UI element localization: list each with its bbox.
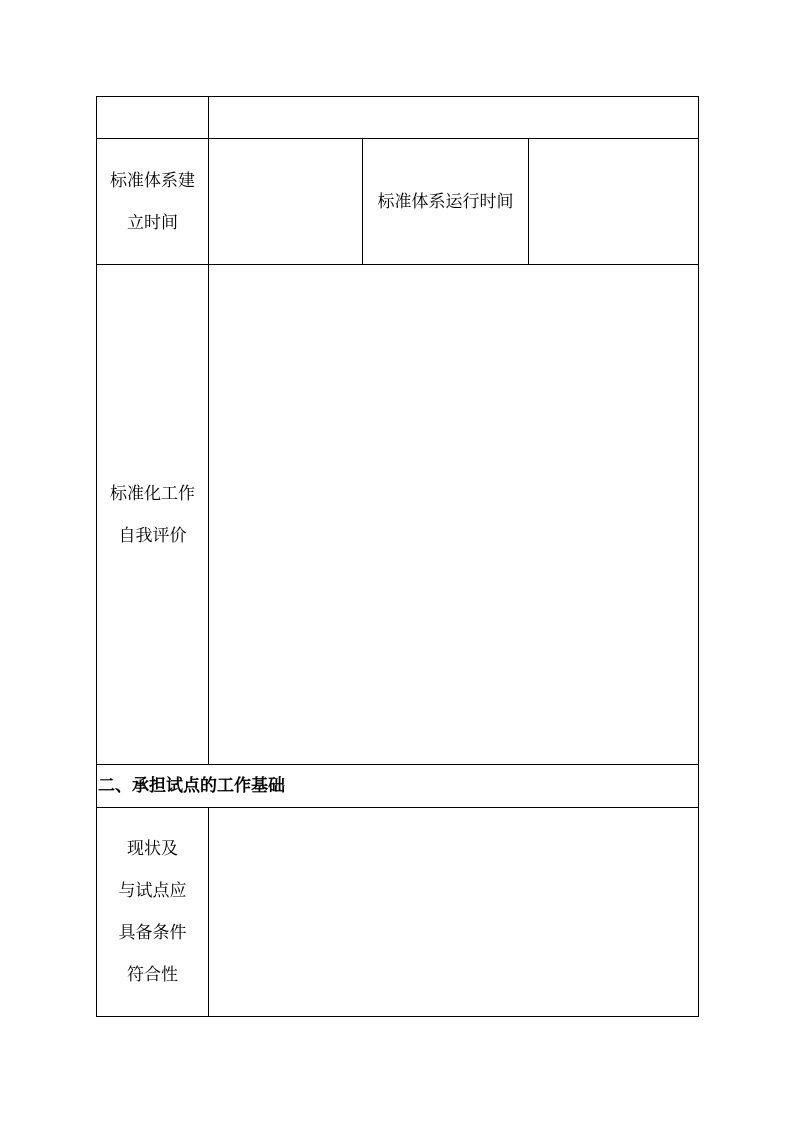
standard-system-run-time-value[interactable] — [529, 139, 699, 265]
standard-system-established-value[interactable] — [209, 139, 363, 265]
label-line: 标准体系运行时间 — [377, 191, 514, 212]
conformity-value[interactable] — [209, 808, 699, 1017]
label-line: 立时间 — [127, 212, 178, 233]
self-evaluation-value[interactable] — [209, 265, 699, 765]
label-line: 符合性 — [127, 965, 178, 985]
section-two-heading: 二、承担试点的工作基础 — [97, 765, 699, 808]
application-form-table — [96, 96, 699, 1017]
top-label-cell — [97, 97, 209, 139]
label-line: 自我评价 — [118, 525, 187, 546]
standard-system-run-time-label — [363, 139, 529, 265]
top-value-cell[interactable] — [209, 97, 699, 139]
conformity-label — [97, 808, 209, 1017]
label-line: 现状及 — [127, 839, 178, 859]
standard-system-established-label — [97, 139, 209, 265]
form-row-section-two — [97, 765, 699, 808]
form-row-conformity — [97, 808, 699, 1017]
label-line: 与试点应 — [118, 881, 187, 901]
label-line: 标准体系建 — [110, 170, 195, 191]
form-row-standard-system-time — [97, 139, 699, 265]
self-evaluation-label — [97, 265, 209, 765]
label-line: 具备条件 — [118, 923, 187, 943]
label-line: 标准化工作 — [110, 483, 195, 504]
form-row-top — [97, 97, 699, 139]
form-row-self-evaluation — [97, 265, 699, 765]
